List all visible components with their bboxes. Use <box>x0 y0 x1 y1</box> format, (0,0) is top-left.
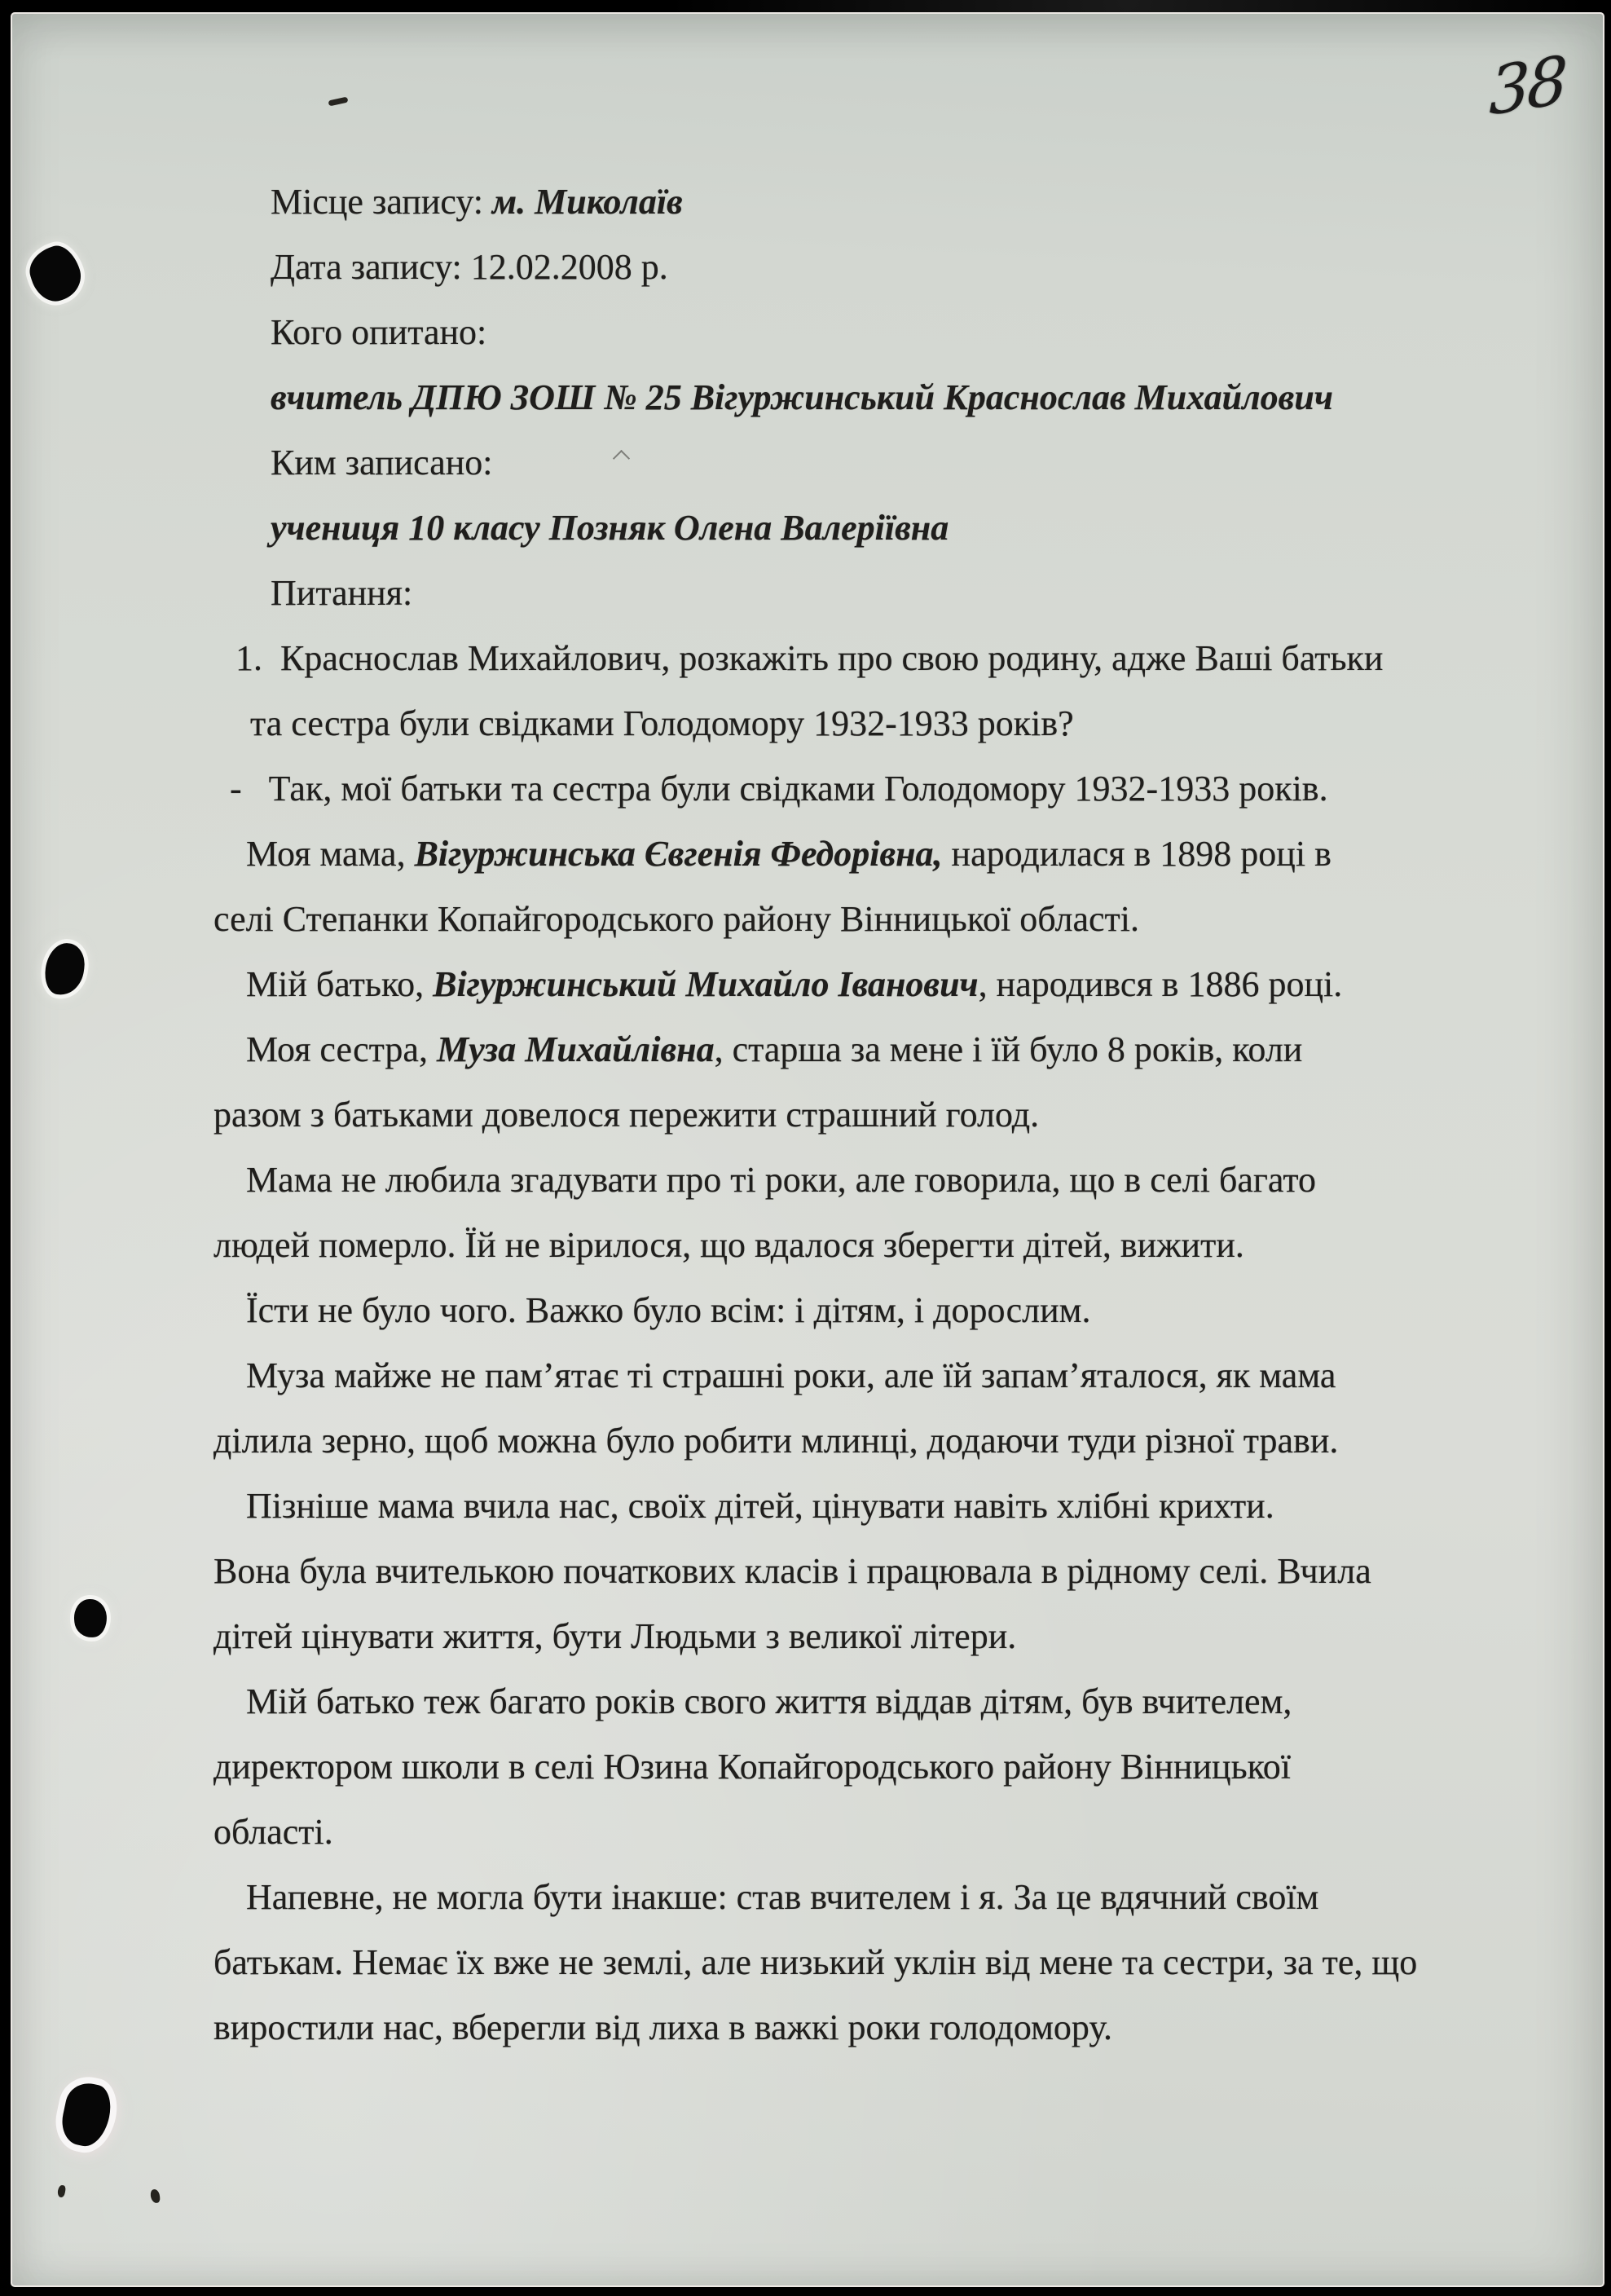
text-line <box>12 1278 1578 1343</box>
text-line <box>12 756 1578 822</box>
text-segment: Моя мама, <box>246 834 415 874</box>
text-segment: селі Степанки Копайгородського району Вінницької області. <box>213 899 1139 939</box>
text-line <box>12 365 1578 430</box>
text-segment: - Так, мої батьки та сестра були свідками Голодомору 1932-1933 років. <box>230 769 1328 809</box>
text-line <box>12 1148 1578 1213</box>
text-line <box>12 300 1578 365</box>
text-segment: , старша за мене і їй було 8 років, коли <box>714 1029 1303 1069</box>
text-line <box>12 1604 1578 1669</box>
text-line <box>12 1669 1578 1734</box>
text-line <box>12 561 1578 626</box>
text-segment: директором школи в селі Юзина Копайгородського району Вінницької <box>213 1747 1291 1787</box>
text-line <box>12 1800 1578 1865</box>
page-number-handwritten: 38 <box>1488 41 1566 131</box>
text-segment: Питання: <box>271 573 413 613</box>
emphasized-text: учениця 10 класу Позняк Олена Валеріївна <box>271 508 949 548</box>
text-segment: Дата запису: 12.02.2008 р. <box>271 247 668 287</box>
text-line <box>12 235 1578 300</box>
text-line <box>12 952 1578 1017</box>
text-line <box>12 1082 1578 1148</box>
text-line <box>12 1995 1578 2060</box>
text-line <box>12 1930 1578 1995</box>
emphasized-text: Вігуржинський Михайло Іванович <box>433 964 979 1004</box>
text-segment: дітей цінувати життя, бути Людьми з великої літери. <box>213 1616 1017 1656</box>
text-segment: Місце запису: <box>271 182 492 222</box>
text-segment: Їсти не було чого. Важко було всім: і дітям, і дорослим. <box>246 1290 1091 1330</box>
text-line <box>12 626 1578 691</box>
text-line <box>12 1213 1578 1278</box>
text-segment: виростили нас, вберегли від лиха в важкі роки голодомору. <box>213 2007 1112 2047</box>
text-segment: області. <box>213 1812 333 1852</box>
text-segment: Мій батько, <box>246 964 434 1004</box>
text-line <box>12 887 1578 952</box>
text-line <box>12 1408 1578 1474</box>
text-segment: Кого опитано: <box>271 312 487 352</box>
text-segment: ділила зерно, щоб можна було робити млинці, додаючи туди різної трави. <box>213 1421 1339 1461</box>
text-line <box>12 430 1578 496</box>
emphasized-text: Вігуржинська Євгенія Федорівна, <box>414 834 943 874</box>
document-body <box>12 170 1578 2060</box>
text-segment: Ким записано: <box>271 443 493 483</box>
text-segment: народилася в 1898 році в <box>942 834 1331 874</box>
text-segment: Муза майже не пам’ятає ті страшні роки, але їй запам’яталося, як мама <box>246 1355 1336 1395</box>
text-line <box>12 1343 1578 1408</box>
text-segment: людей померло. Їй не вірилося, що вдалося зберегти дітей, вижити. <box>213 1225 1244 1265</box>
emphasized-text: м. Миколаїв <box>491 182 683 222</box>
emphasized-text: вчитель ДПЮ ЗОШ № 25 Вігуржинський Краснослав Михайлович <box>271 377 1333 417</box>
text-line <box>12 1017 1578 1082</box>
text-line <box>12 822 1578 887</box>
text-segment: разом з батьками довелося пережити страшний голод. <box>213 1095 1040 1135</box>
text-line <box>12 170 1578 235</box>
text-line <box>12 1865 1578 1930</box>
document-page <box>11 12 1604 2287</box>
text-segment: Вона була вчителькою початкових класів і працювала в рідному селі. Вчила <box>213 1551 1371 1591</box>
text-line <box>12 496 1578 561</box>
text-line <box>12 1539 1578 1604</box>
text-segment: Пізніше мама вчила нас, своїх дітей, цінувати навіть хлібні крихти. <box>246 1486 1274 1526</box>
text-segment: Мама не любила згадувати про ті роки, але говорила, що в селі багато <box>246 1160 1316 1200</box>
emphasized-text: Муза Михайлівна <box>436 1029 715 1069</box>
text-segment: Напевне, не могла бути інакше: став вчителем і я. За це вдячний своїм <box>246 1877 1319 1917</box>
text-line <box>12 1734 1578 1800</box>
text-segment: , народився в 1886 році. <box>978 964 1343 1004</box>
text-line <box>12 691 1578 756</box>
text-segment: Моя сестра, <box>246 1029 437 1069</box>
text-line <box>12 1474 1578 1539</box>
text-segment: 1. Краснослав Михайлович, розкажіть про свою родину, адже Ваші батьки <box>235 638 1384 678</box>
text-segment: Мій батько теж багато років свого життя віддав дітям, був вчителем, <box>246 1681 1292 1721</box>
text-segment: та сестра були свідками Голодомору 1932-1933 років? <box>250 703 1074 743</box>
text-segment: батькам. Немає їх вже не землі, але низький уклін від мене та сестри, за те, що <box>213 1942 1418 1982</box>
